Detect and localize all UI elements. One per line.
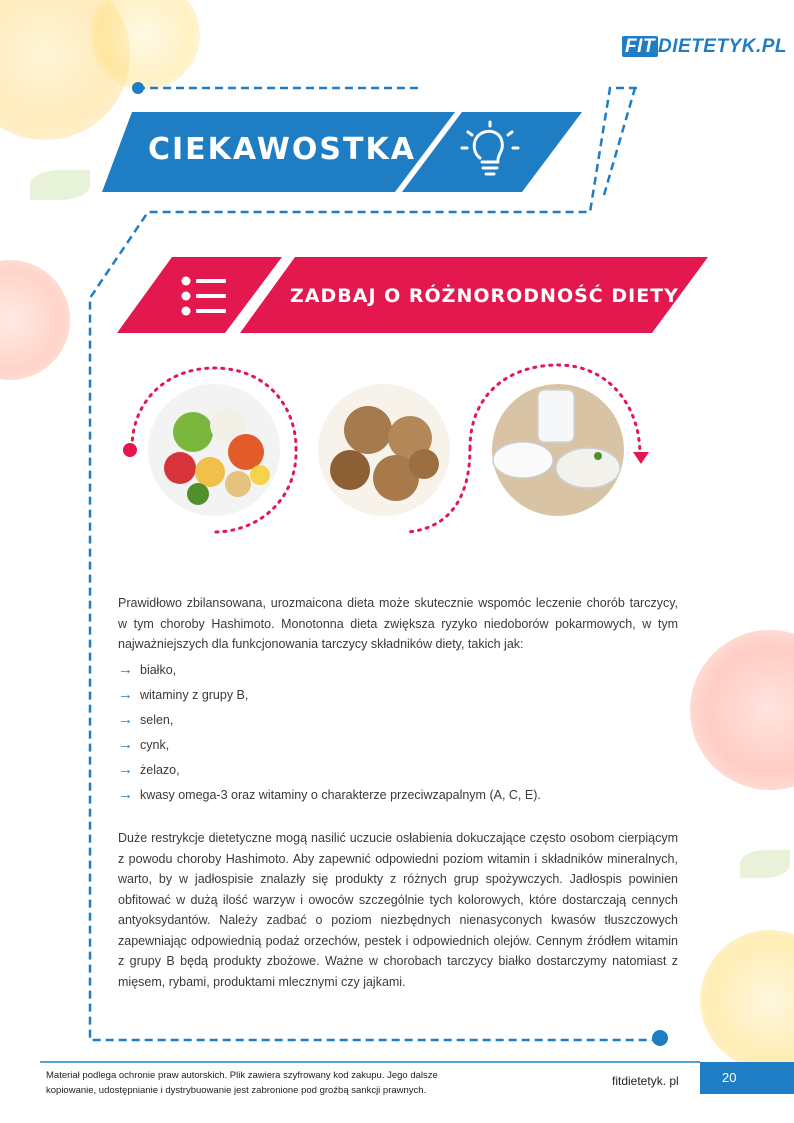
list-item: → białko, xyxy=(118,661,177,678)
logo-fit: FIT xyxy=(622,36,658,57)
vegetables-image xyxy=(142,378,286,522)
arrow-right-icon: → xyxy=(118,686,133,703)
frame-dot-left xyxy=(132,82,144,94)
list-item: → żelazo, xyxy=(118,761,180,778)
arrow-right-icon: → xyxy=(118,711,133,728)
footer-rule xyxy=(40,1060,700,1064)
list-icon xyxy=(178,274,230,318)
dairy-image xyxy=(486,378,630,522)
page-number: 20 xyxy=(700,1062,794,1094)
intro-paragraph: Prawidłowo zbilansowana, urozmaicona dieta może skutecznie wspomóc leczenie chorób tarczycy, w tym choroby Hashimoto. Monotonna dieta zwiększa ryzyko niedoborów pokarmowych, w tym najważniejszych dla funkcjonowania tarczycy składników diety, takich jak: xyxy=(118,596,678,651)
arrow-right-icon: → xyxy=(118,761,133,778)
lightbulb-icon xyxy=(458,118,522,184)
list-item: → selen, xyxy=(118,711,174,728)
arrow-right-icon: → xyxy=(118,786,133,803)
footer-site-link[interactable]: fitdietetyk. pl xyxy=(612,1074,679,1088)
list-item: → cynk, xyxy=(118,736,170,753)
walnuts-image xyxy=(312,378,456,522)
nutrient-list xyxy=(118,660,541,810)
logo-text: DIETETYK.PL xyxy=(658,36,788,57)
arrow-right-icon: → xyxy=(118,736,133,753)
arrow-right-icon: → xyxy=(118,661,133,678)
copyright-note: Materiał podlega ochronie praw autorskich. Plik zawiera szyfrowany kod zakupu. Jego dalsze kopiowanie, udostępnianie i dystrybuowanie jest zabronione pod groźbą sankcji prawnych. xyxy=(46,1070,438,1096)
list-item: → witaminy z grupy B, xyxy=(118,686,249,703)
frame-dot-bottom xyxy=(652,1030,668,1046)
body-paragraph: Duże restrykcje dietetyczne mogą nasilić uczucie osłabienia dokuczające często osobom cierpiącym z powodu choroby Hashimoto. Aby zapewnić odpowiedni poziom witamin i składników mineralnych, warto, by w jadłospisie znalazły się produkty z różnych grup spożywczych. Jadłospis powinien obfitować w dużą ilość warzyw i owoców szczególnie tych kolorowych, które dostarczają cennych antyoksydantów. Należy zadbać o poziom niezbędnych nienasyconych kwasów tłuszczowych zapewniając odpowiednią podaż orzechów, pestek i odpowiednich olejów. Cennym źródłem witamin z grupy B będą produkty zbożowe. Ważne w chorobach tarczycy białko dostarczymy natomiast z mięsem, rybami, produktami mlecznymi czy jajkami. xyxy=(118,831,678,989)
food-images xyxy=(118,360,658,540)
banner-title: CIEKAWOSTKA xyxy=(148,132,416,167)
list-item: → kwasy omega-3 oraz witaminy o charakterze przeciwzapalnym (A, C, E). xyxy=(118,786,541,803)
section-title: ZADBAJ O RÓŻNORODNOŚĆ DIETY xyxy=(290,285,679,307)
